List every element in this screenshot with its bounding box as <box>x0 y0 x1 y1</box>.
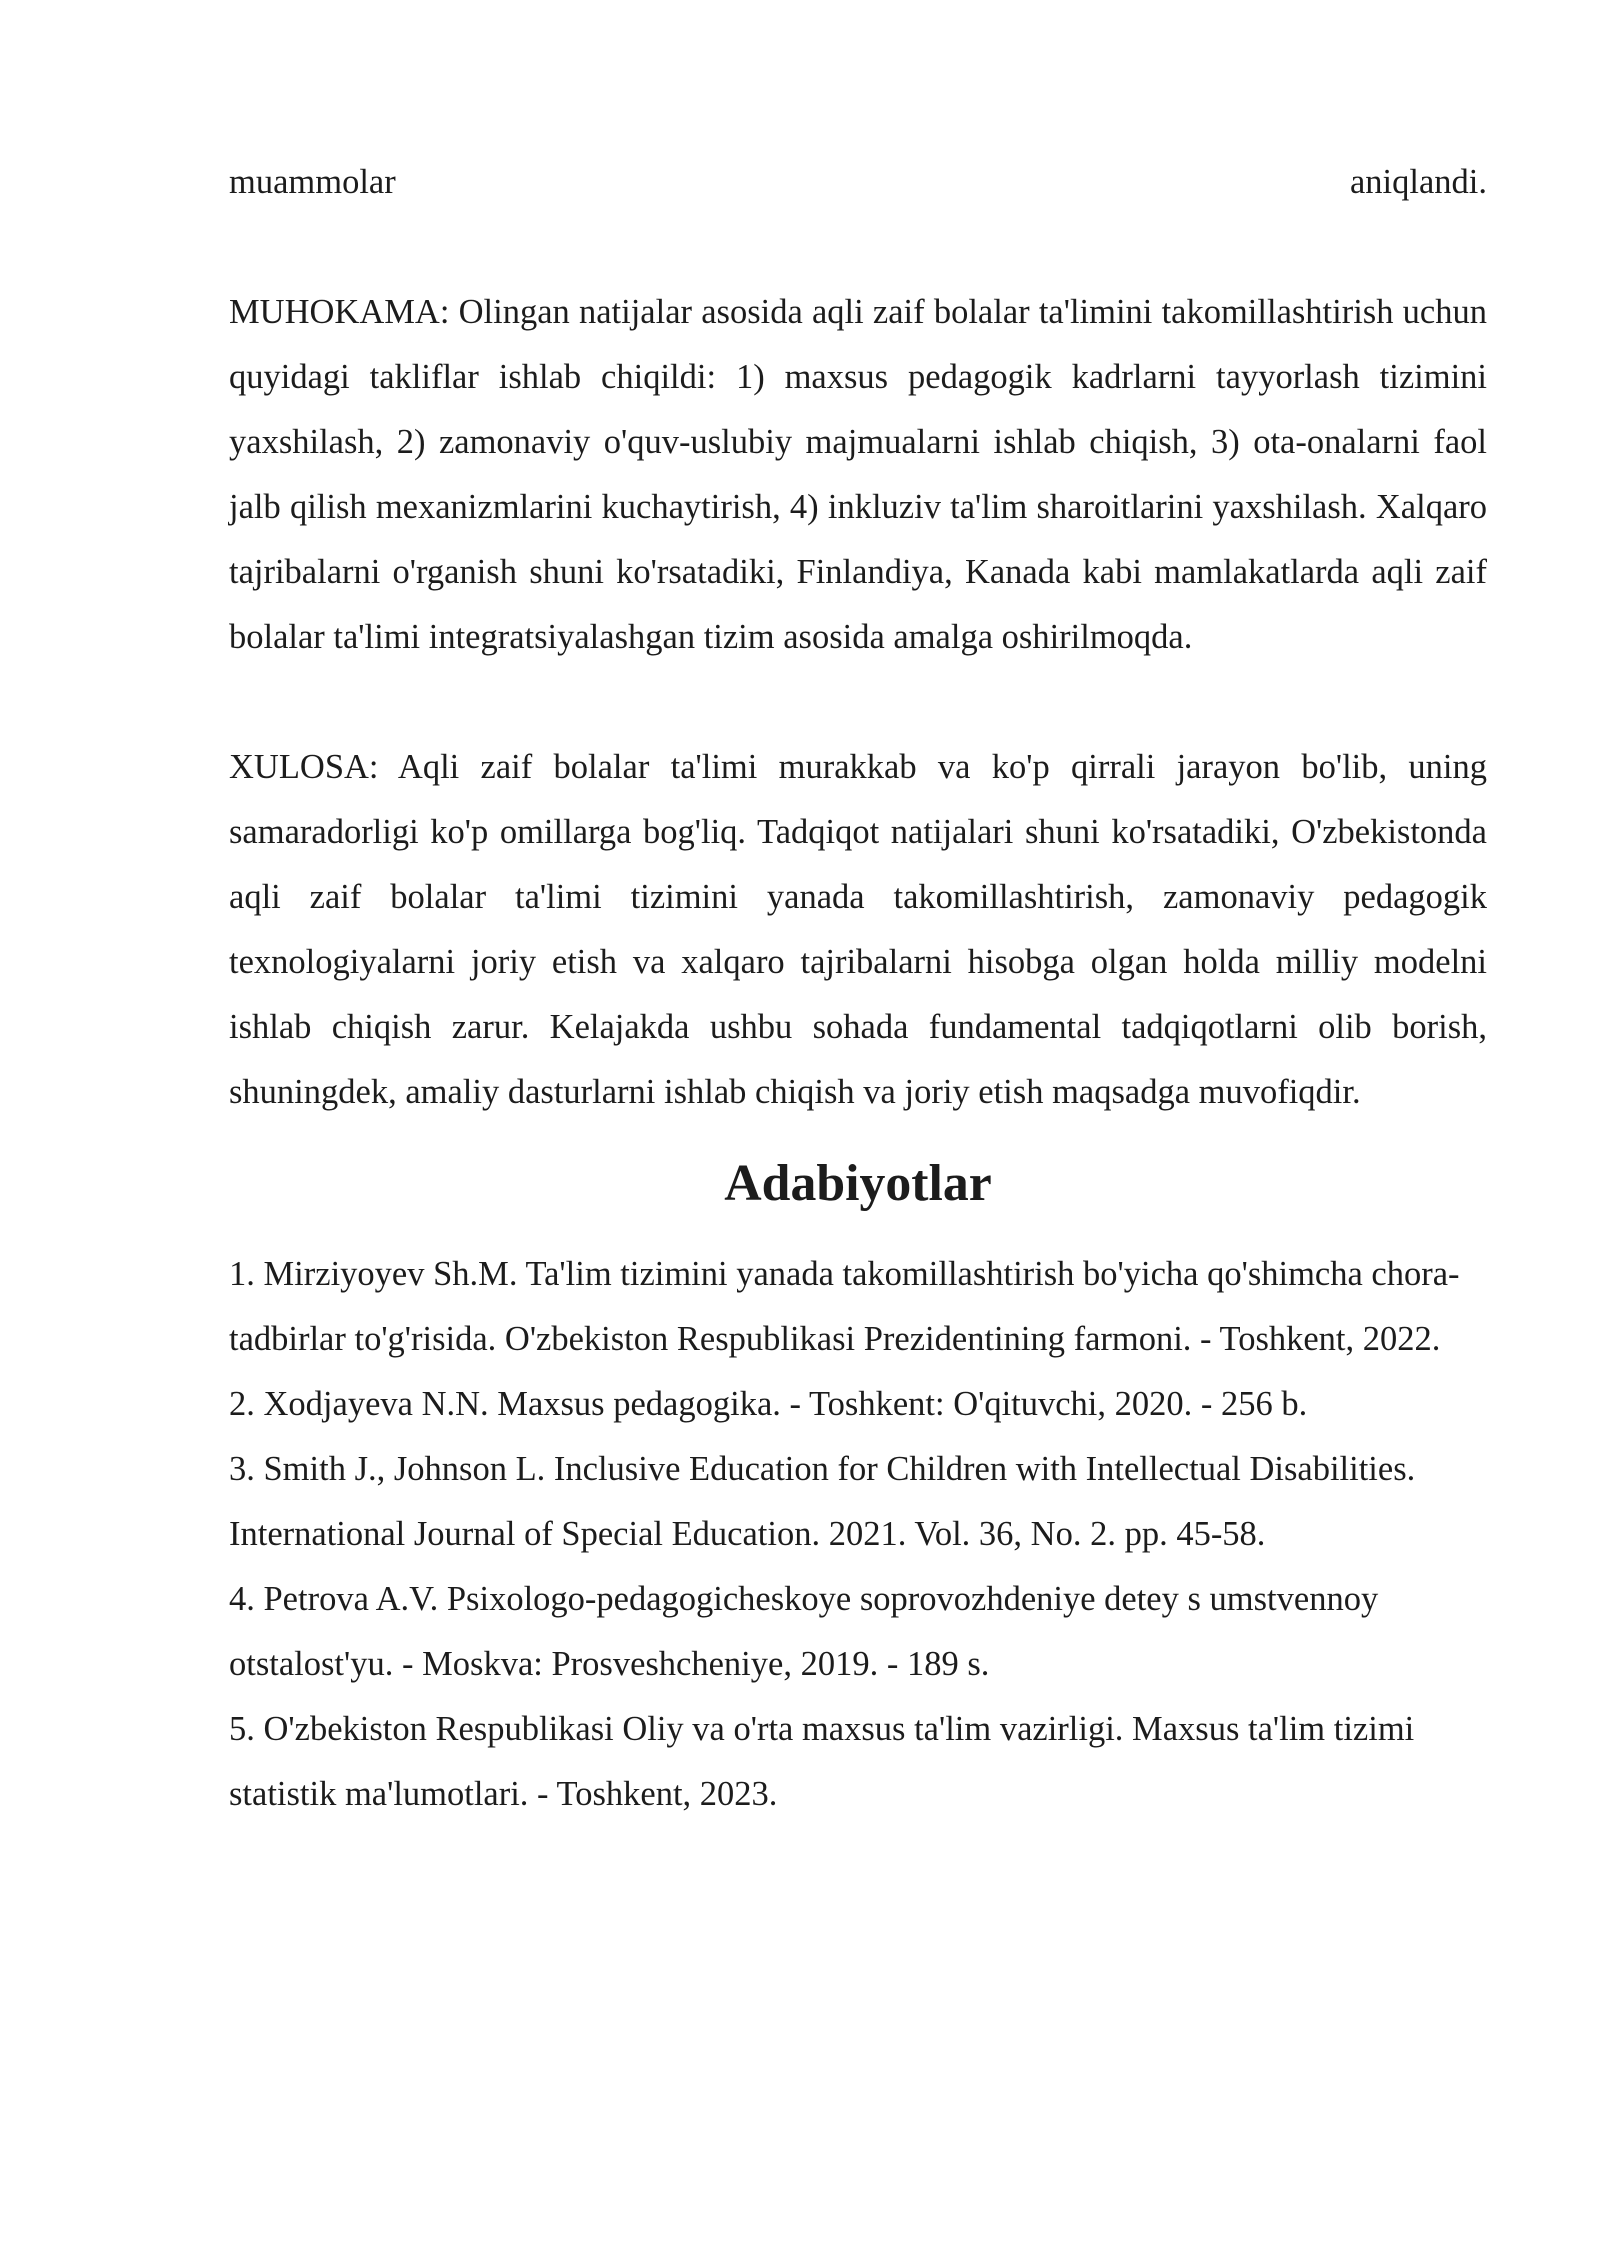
references-list <box>229 1242 1487 1827</box>
continued-line-right: aniqlandi. <box>1349 163 1487 201</box>
continued-line <box>229 150 1487 215</box>
references-heading: Adabiyotlar <box>724 1155 992 1212</box>
reference-item: 3. Smith J., Johnson L. Inclusive Education for Children with Intellectual Disabilities. International Journal of Special Education. 2021. Vol. 36, No. 2. pp. 45-58. <box>229 1450 1416 1553</box>
document-page <box>229 150 1487 1827</box>
continued-line-left: muammolar <box>229 163 396 201</box>
reference-item: 5. O'zbekiston Respublikasi Oliy va o'rta maxsus ta'lim vazirligi. Maxsus ta'lim tizimi statistik ma'lumotlari. - Toshkent, 2023. <box>229 1710 1415 1813</box>
reference-item: 2. Xodjayeva N.N. Maxsus pedagogika. - Toshkent: O'qituvchi, 2020. - 256 b. <box>229 1385 1308 1423</box>
reference-item: 1. Mirziyoyev Sh.M. Ta'lim tizimini yanada takomillashtirish bo'yicha qo'shimcha chora-tadbirlar to'g'risida. O'zbekiston Respublikasi Prezidentining farmoni. - Toshkent, 2022. <box>229 1255 1460 1358</box>
discussion-paragraph: MUHOKAMA: Olingan natijalar asosida aqli zaif bolalar ta'limini takomillashtirish uchun quyidagi takliflar ishlab chiqildi: 1) maxsus pedagogik kadrlarni tayyorlash tizimini yaxshilash, 2) zamonaviy o'quv-uslubiy majmualarni ishlab chiqish, 3) ota-onalarni faol jalb qilish mexanizmlarini kuchaytirish, 4) inkluziv ta'lim sharoitlarini yaxshilash. Xalqaro tajribalarni o'rganish shuni ko'rsatadiki, Finlandiya, Kanada kabi mamlakatlarda aqli zaif bolalar ta'limi integratsiyalashgan tizim asosida amalga oshirilmoqda. <box>229 293 1487 656</box>
conclusion-paragraph: XULOSA: Aqli zaif bolalar ta'limi murakkab va ko'p qirrali jarayon bo'lib, uning samaradorligi ko'p omillarga bog'liq. Tadqiqot natijalari shuni ko'rsatadiki, O'zbekistonda aqli zaif bolalar ta'limi tizimini yanada takomillashtirish, zamonaviy pedagogik texnologiyalarni joriy etish va xalqaro tajribalarni hisobga olgan holda milliy modelni ishlab chiqish zarur. Kelajakda ushbu sohada fundamental tadqiqotlarni olib borish, shuningdek, amaliy dasturlarni ishlab chiqish va joriy etish maqsadga muvofiqdir. <box>229 748 1487 1111</box>
reference-item: 4. Petrova A.V. Psixologo-pedagogicheskoye soprovozhdeniye detey s umstvennoy otstalost'yu. - Moskva: Prosveshcheniye, 2019. - 189 s. <box>229 1580 1379 1683</box>
